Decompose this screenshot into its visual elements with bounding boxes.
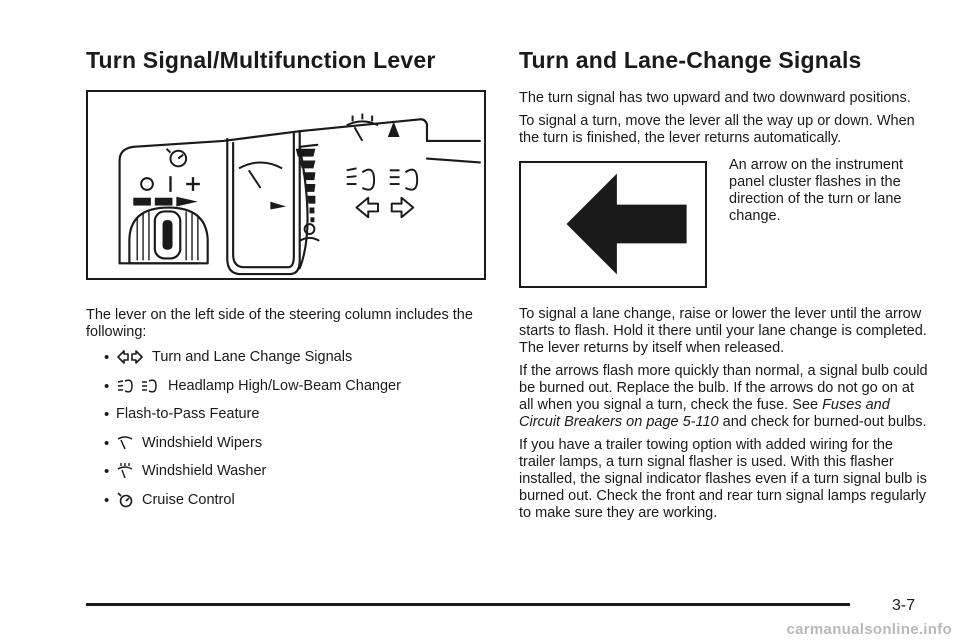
page-number: 3-7 [892, 597, 916, 614]
lever-feature-list [86, 349, 490, 520]
list-item [104, 378, 490, 407]
list-item [104, 349, 490, 378]
cruise-control-icon [116, 492, 134, 508]
cross-reference: Fuses and Circuit Breakers on page 5-110 [519, 397, 890, 430]
paragraph: If you have a trailer towing option with added wiring for the trailer lamps, a turn signal flasher is used. With this flasher installed, the signal indicator flashes even if a turn signal bulb is burned out. Check the front and rear turn signal lamps regularly to make sure they are working. [519, 437, 927, 521]
bullet: • [104, 377, 110, 395]
bullet: • [104, 463, 110, 480]
left-column [86, 46, 490, 520]
list-item [104, 435, 490, 464]
arrow-illustration [519, 161, 707, 288]
right-column [519, 46, 931, 528]
list-item [104, 463, 490, 492]
section-title-multifunction-lever: Turn Signal/Multifunction Lever [86, 47, 436, 73]
list-item-label: Turn and Lane Change Signals [152, 349, 353, 365]
bullet: • [104, 491, 110, 509]
list-item [104, 492, 490, 521]
paragraph-text: and check for burned-out bulbs. [718, 414, 927, 430]
watermark: carmanualsonline.info [786, 621, 952, 638]
paragraph: To signal a lane change, raise or lower the lever until the arrow starts to flash. Hold it there until your lane change is completed. The lever returns by itself when released. [519, 306, 927, 356]
bullet: • [104, 406, 110, 423]
bullet: • [104, 434, 110, 452]
arrow-caption: An arrow on the instrument panel cluster flashes in the direction of the turn or lane change. [729, 157, 904, 224]
lever-intro-text: The lever on the left side of the steering column includes the following: [86, 307, 473, 340]
turn-signal-arrows-icon [116, 349, 144, 365]
arrow-figure-row [519, 157, 931, 288]
list-item-label: Windshield Washer [142, 463, 267, 479]
paragraph [519, 363, 931, 431]
bullet: • [104, 349, 110, 366]
windshield-washer-icon [116, 463, 134, 479]
lever-illustration [86, 90, 486, 280]
left-arrow-icon [521, 163, 705, 286]
windshield-wiper-icon [116, 435, 134, 451]
paragraph: To signal a turn, move the lever all the way up or down. When the turn is finished, the lever returns automatically. [519, 113, 915, 146]
footer-rule [86, 603, 850, 606]
paragraph-text: If the arrows flash more quickly than normal, a signal bulb could be burned out. Replace the bulb. If the arrows do not go on at all when you signal a turn, check the fuse. See [519, 363, 928, 413]
paragraph: The turn signal has two upward and two downward positions. [519, 90, 911, 106]
list-item-label: Windshield Wipers [142, 434, 263, 451]
list-item-label: Cruise Control [142, 491, 235, 508]
section-title-turn-signals: Turn and Lane-Change Signals [519, 47, 862, 73]
list-item-label: Flash-to-Pass Feature [116, 406, 260, 422]
list-item-label: Headlamp High/Low-Beam Changer [168, 377, 401, 394]
list-item [104, 406, 490, 435]
headlamp-beam-icon [116, 378, 160, 394]
multifunction-lever-icon [88, 92, 484, 278]
